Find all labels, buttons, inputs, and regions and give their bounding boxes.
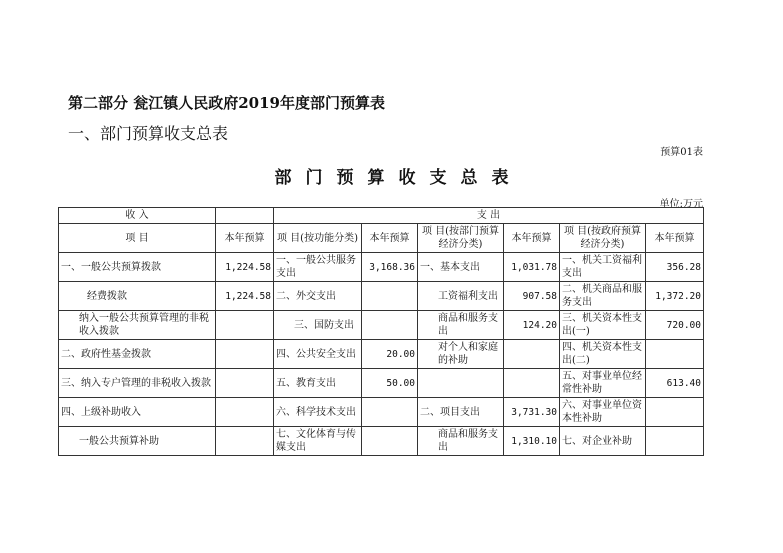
table-row	[59, 253, 704, 282]
col-income-item: 项 目	[59, 224, 216, 253]
gov-amount: 1,372.20	[646, 282, 704, 311]
func-amount: 20.00	[362, 340, 418, 369]
func-item: 二、外交支出	[274, 282, 362, 311]
func-item: 一、一般公共服务支出	[274, 253, 362, 282]
dept-amount: 1,031.78	[504, 253, 560, 282]
income-item: 四、上级补助收入	[59, 398, 216, 427]
dept-amount	[504, 369, 560, 398]
budget-table	[58, 207, 704, 456]
func-amount	[362, 427, 418, 456]
dept-item: 商品和服务支出	[418, 427, 504, 456]
income-item: 一、一般公共预算拨款	[59, 253, 216, 282]
table-row	[59, 340, 704, 369]
col-func-amount: 本年预算	[362, 224, 418, 253]
income-item: 一般公共预算补助	[59, 427, 216, 456]
gov-item: 二、机关商品和服务支出	[560, 282, 646, 311]
gov-item: 三、机关资本性支出(一)	[560, 311, 646, 340]
table-row	[59, 398, 704, 427]
dept-amount	[504, 340, 560, 369]
income-group-header: 收 入	[59, 208, 216, 224]
dept-amount: 907.58	[504, 282, 560, 311]
income-amount	[216, 340, 274, 369]
gov-amount: 613.40	[646, 369, 704, 398]
gov-amount	[646, 427, 704, 456]
form-code: 预算01表	[660, 147, 703, 158]
income-item: 二、政府性基金拨款	[59, 340, 216, 369]
unit-label: 单位:万元	[659, 199, 703, 210]
gov-item: 一、机关工资福利支出	[560, 253, 646, 282]
income-amount	[216, 311, 274, 340]
income-item: 纳入一般公共预算管理的非税收入拨款	[59, 311, 216, 340]
gov-item: 六、对事业单位资本性补助	[560, 398, 646, 427]
func-amount	[362, 311, 418, 340]
func-item: 七、文化体育与传媒支出	[274, 427, 362, 456]
col-dept-econ-item: 项 目(按部门预算经济分类)	[418, 224, 504, 253]
gov-item: 五、对事业单位经常性补助	[560, 369, 646, 398]
func-amount: 3,168.36	[362, 253, 418, 282]
func-item: 四、公共安全支出	[274, 340, 362, 369]
dept-item: 一、基本支出	[418, 253, 504, 282]
func-item: 三、国防支出	[274, 311, 362, 340]
dept-amount: 1,310.10	[504, 427, 560, 456]
gov-amount	[646, 340, 704, 369]
expense-group-header: 支 出	[274, 208, 704, 224]
func-item: 六、科学技术支出	[274, 398, 362, 427]
gov-amount: 356.28	[646, 253, 704, 282]
dept-amount: 3,731.30	[504, 398, 560, 427]
income-amount	[216, 369, 274, 398]
income-group-spacer	[216, 208, 274, 224]
section-title: 一、部门预算收支总表	[68, 124, 229, 143]
income-amount: 1,224.58	[216, 282, 274, 311]
gov-item: 四、机关资本性支出(二)	[560, 340, 646, 369]
dept-item: 商品和服务支出	[418, 311, 504, 340]
gov-amount: 720.00	[646, 311, 704, 340]
func-amount	[362, 282, 418, 311]
income-item: 经费拨款	[59, 282, 216, 311]
col-dept-amount: 本年预算	[504, 224, 560, 253]
column-header-row	[59, 224, 704, 253]
group-header-row	[59, 208, 704, 224]
gov-item: 七、对企业补助	[560, 427, 646, 456]
income-amount	[216, 427, 274, 456]
dept-item: 对个人和家庭的补助	[418, 340, 504, 369]
func-item: 五、教育支出	[274, 369, 362, 398]
dept-item: 二、项目支出	[418, 398, 504, 427]
part-title: 第二部分 瓮江镇人民政府2019年度部门预算表	[68, 94, 385, 112]
col-gov-econ-item: 项 目(按政府预算经济分类)	[560, 224, 646, 253]
table-title: 部门预算收支总表	[274, 168, 523, 188]
col-gov-amount: 本年预算	[646, 224, 704, 253]
func-amount	[362, 398, 418, 427]
table-row	[59, 427, 704, 456]
income-item: 三、纳入专户管理的非税收入拨款	[59, 369, 216, 398]
dept-item	[418, 369, 504, 398]
income-amount	[216, 398, 274, 427]
dept-item: 工资福利支出	[418, 282, 504, 311]
table-row	[59, 282, 704, 311]
dept-amount: 124.20	[504, 311, 560, 340]
col-func-item: 项 目(按功能分类)	[274, 224, 362, 253]
col-income-amount: 本年预算	[216, 224, 274, 253]
gov-amount	[646, 398, 704, 427]
func-amount: 50.00	[362, 369, 418, 398]
income-amount: 1,224.58	[216, 253, 274, 282]
table-row	[59, 369, 704, 398]
table-row	[59, 311, 704, 340]
